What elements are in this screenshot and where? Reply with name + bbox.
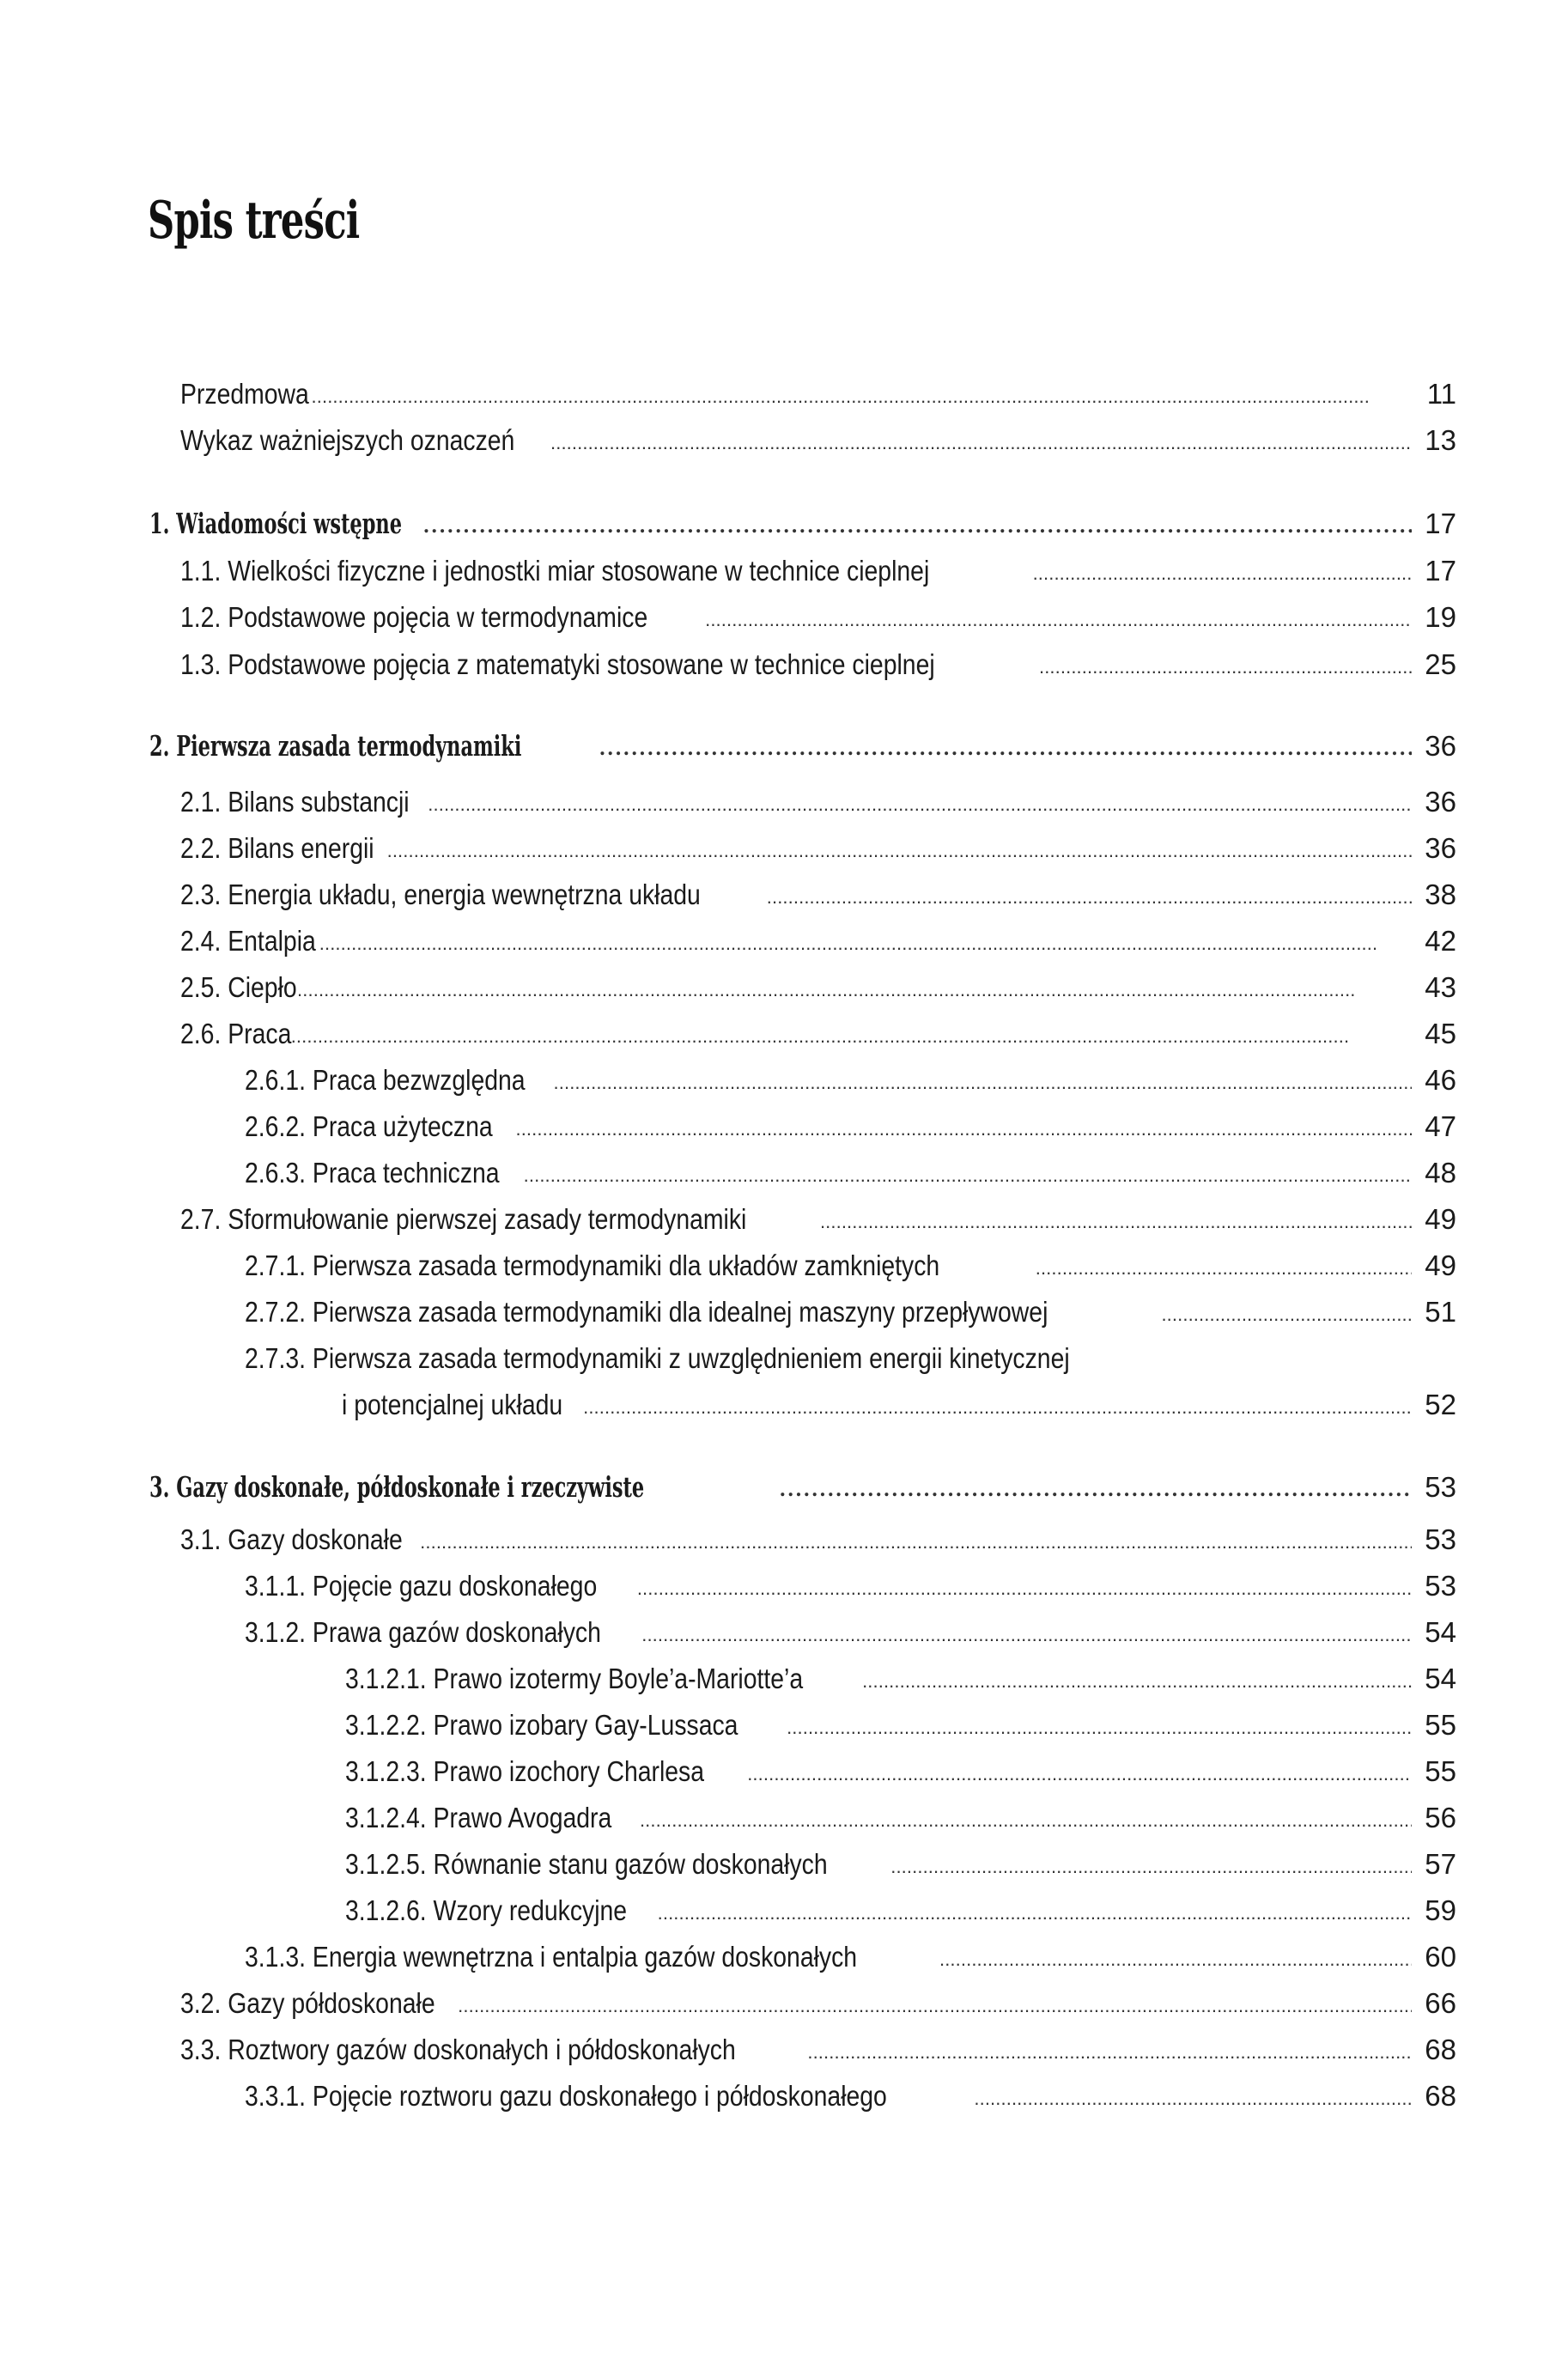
- toc-entry[interactable]: [245, 1110, 1456, 1148]
- toc-entry[interactable]: [180, 648, 1456, 686]
- toc-chapter-heading[interactable]: [149, 1470, 1456, 1508]
- toc-entry-label: 1. Wiadomości wstępne: [149, 507, 402, 540]
- toc-entry[interactable]: [245, 1941, 1456, 1979]
- dot-leader: [550, 432, 1412, 454]
- dot-leader: [312, 386, 1412, 408]
- toc-entry[interactable]: [180, 601, 1456, 639]
- toc-entry[interactable]: [180, 925, 1456, 963]
- toc-page-number: 68: [1425, 2034, 1456, 2065]
- toc-entry-label: 3.2. Gazy półdoskonałe: [180, 1987, 435, 2019]
- toc-page-number: 13: [1425, 424, 1456, 456]
- toc-entry[interactable]: [245, 1296, 1456, 1334]
- dot-leader: [1039, 656, 1412, 678]
- dot-leader: [780, 1479, 1412, 1501]
- toc-entry-label: 2.4. Entalpia: [180, 925, 316, 957]
- toc-page-number: 49: [1425, 1203, 1456, 1235]
- dot-leader: [420, 1531, 1412, 1553]
- toc-entry[interactable]: [180, 1203, 1456, 1241]
- toc-entry[interactable]: [345, 1709, 1456, 1747]
- toc-entry[interactable]: [245, 1157, 1456, 1195]
- dot-leader: [319, 933, 1412, 955]
- toc-entry-label: 2.7.1. Pierwsza zasada termodynamiki dla układów zamkniętych: [245, 1249, 940, 1281]
- toc-entry-label: 2. Pierwsza zasada termodynamiki: [149, 729, 522, 763]
- toc-page-number: 36: [1425, 832, 1456, 864]
- toc-page-number: 42: [1425, 925, 1456, 957]
- toc-page-number: 36: [1425, 786, 1456, 818]
- toc-entry[interactable]: [180, 1987, 1456, 2025]
- dot-leader: [428, 793, 1412, 816]
- dot-leader: [458, 1995, 1412, 2017]
- toc-entry-label: 2.3. Energia układu, energia wewnętrzna układu: [180, 879, 701, 910]
- toc-page-number: 36: [1425, 730, 1456, 762]
- toc-entry-continuation[interactable]: [342, 1389, 1456, 1426]
- dot-leader: [554, 1072, 1412, 1094]
- toc-entry-label: 3.1.2.4. Prawo Avogadra: [345, 1802, 612, 1833]
- dot-leader: [291, 1025, 1412, 1048]
- toc-page-number: 49: [1425, 1249, 1456, 1281]
- toc-entry-first-line[interactable]: [245, 1342, 1204, 1380]
- toc-page-number: 55: [1425, 1709, 1456, 1741]
- dot-leader: [787, 1717, 1412, 1739]
- dot-leader: [515, 1118, 1412, 1140]
- toc-entry-label: 3.1.2.1. Prawo izotermy Boyle’a-Mariotte’a: [345, 1663, 804, 1694]
- dot-leader: [640, 1809, 1412, 1832]
- toc-entry-label: 1.3. Podstawowe pojęcia z matematyki stosowane w technice cieplnej: [180, 648, 935, 680]
- toc-entry-label: 2.2. Bilans energii: [180, 832, 374, 864]
- dot-leader: [807, 2041, 1412, 2064]
- page-title: Spis treści: [148, 191, 360, 251]
- dot-leader: [423, 515, 1412, 538]
- toc-entry-label: 2.7.3. Pierwsza zasada termodynamiki z uwzględnieniem energii kinetycznej: [245, 1342, 1070, 1374]
- toc-page-number: 11: [1426, 378, 1456, 410]
- dot-leader: [890, 1856, 1412, 1878]
- toc-entry-label: 2.6. Praca: [180, 1018, 292, 1049]
- toc-entry-label: 3.1.2.3. Prawo izochory Charlesa: [345, 1755, 705, 1787]
- toc-page-number: 52: [1425, 1389, 1456, 1420]
- toc-page-number: 56: [1425, 1802, 1456, 1833]
- toc-entry-label: Przedmowa: [180, 378, 309, 410]
- toc-entry[interactable]: [180, 555, 1456, 593]
- toc-page-number: 45: [1425, 1018, 1456, 1049]
- toc-entry-label: 2.7.2. Pierwsza zasada termodynamiki dla idealnej maszyny przepływowej: [245, 1296, 1048, 1328]
- dot-leader: [599, 738, 1412, 760]
- toc-entry-label: 2.7. Sformułowanie pierwszej zasady termodynamiki: [180, 1203, 747, 1235]
- toc-entry[interactable]: [245, 1616, 1456, 1654]
- toc-entry[interactable]: [345, 1755, 1456, 1793]
- dot-leader: [658, 1902, 1412, 1924]
- toc-entry-label: 3.3. Roztwory gazów doskonałych i półdoskonałych: [180, 2034, 736, 2065]
- toc-entry-label: 3.3.1. Pojęcie roztworu gazu doskonałego i półdoskonałego: [245, 2080, 887, 2112]
- toc-entry[interactable]: [180, 1523, 1456, 1561]
- toc-entry[interactable]: [345, 1802, 1456, 1839]
- dot-leader: [820, 1211, 1412, 1233]
- dot-leader: [974, 2088, 1412, 2110]
- toc-entry-notation[interactable]: [180, 424, 1456, 462]
- toc-chapter-heading[interactable]: [149, 729, 1456, 767]
- toc-page-number: 48: [1425, 1157, 1456, 1189]
- toc-page-number: 53: [1425, 1570, 1456, 1602]
- toc-entry-label: i potencjalnej układu: [342, 1389, 563, 1420]
- dot-leader: [641, 1624, 1412, 1646]
- toc-entry-label: 3. Gazy doskonałe, półdoskonałe i rzeczywiste: [149, 1470, 645, 1504]
- toc-entry-label: 2.6.1. Praca bezwzględna: [245, 1064, 526, 1096]
- toc-entry-label: 2.1. Bilans substancji: [180, 786, 410, 818]
- toc-page-number: 38: [1425, 879, 1456, 910]
- toc-page-number: 55: [1425, 1755, 1456, 1787]
- toc-entry-preface[interactable]: [180, 378, 1456, 416]
- dot-leader: [387, 840, 1412, 862]
- toc-page-number: 54: [1425, 1663, 1456, 1694]
- toc-page-number: 25: [1425, 648, 1456, 680]
- toc-page-number: 60: [1425, 1941, 1456, 1973]
- toc-entry[interactable]: [180, 971, 1456, 1009]
- toc-entry[interactable]: [345, 1894, 1456, 1932]
- toc-entry[interactable]: [245, 2080, 1456, 2118]
- dot-leader: [1036, 1257, 1412, 1280]
- dot-leader: [747, 1763, 1412, 1785]
- toc-entry[interactable]: [345, 1663, 1456, 1700]
- toc-entry-label: 2.6.3. Praca techniczna: [245, 1157, 500, 1189]
- toc-entry[interactable]: [245, 1570, 1456, 1608]
- dot-leader: [767, 886, 1412, 909]
- toc-page-number: 43: [1425, 971, 1456, 1003]
- toc-entry-label: 1.1. Wielkości fizyczne i jednostki miar stosowane w technice cieplnej: [180, 555, 930, 587]
- toc-page-number: 54: [1425, 1616, 1456, 1648]
- toc-entry[interactable]: [180, 1018, 1456, 1055]
- toc-entry[interactable]: [180, 832, 1456, 870]
- toc-entry-label: 1.2. Podstawowe pojęcia w termodynamice: [180, 601, 648, 633]
- dot-leader: [705, 609, 1412, 631]
- toc-page-number: 19: [1425, 601, 1456, 633]
- dot-leader: [524, 1164, 1412, 1187]
- toc-entry[interactable]: [180, 2034, 1456, 2071]
- toc-page-number: 17: [1425, 508, 1456, 539]
- toc-entry-label: 3.1.2.6. Wzory redukcyjne: [345, 1894, 628, 1926]
- toc-page-number: 53: [1425, 1471, 1456, 1503]
- toc-page-number: 17: [1425, 555, 1456, 587]
- toc-page-number: 59: [1425, 1894, 1456, 1926]
- dot-leader: [939, 1949, 1412, 1971]
- dot-leader: [637, 1578, 1412, 1600]
- toc-page-number: 46: [1425, 1064, 1456, 1096]
- dot-leader: [1161, 1304, 1412, 1326]
- toc-page-number: 68: [1425, 2080, 1456, 2112]
- toc-entry-label: 2.6.2. Praca użyteczna: [245, 1110, 493, 1142]
- toc-entry-label: 3.1. Gazy doskonałe: [180, 1523, 403, 1555]
- toc-chapter-heading[interactable]: [149, 507, 1456, 544]
- toc-entry[interactable]: [245, 1249, 1456, 1287]
- toc-page-number: 53: [1425, 1523, 1456, 1555]
- toc-entry-label: 3.1.2.5. Równanie stanu gazów doskonałych: [345, 1848, 828, 1880]
- toc-entry-label: Wykaz ważniejszych oznaczeń: [180, 424, 515, 456]
- toc-entry-label: 2.5. Ciepło: [180, 971, 297, 1003]
- toc-page-number: 51: [1425, 1296, 1456, 1328]
- dot-leader: [862, 1670, 1412, 1693]
- toc-page-number: 47: [1425, 1110, 1456, 1142]
- toc-entry-label: 3.1.2.2. Prawo izobary Gay-Lussaca: [345, 1709, 738, 1741]
- dot-leader: [583, 1396, 1412, 1419]
- toc-page-number: 66: [1425, 1987, 1456, 2019]
- toc-entry[interactable]: [345, 1848, 1456, 1886]
- toc-entry-label: 3.1.3. Energia wewnętrzna i entalpia gazów doskonałych: [245, 1941, 858, 1973]
- dot-leader: [1033, 562, 1412, 585]
- toc-entry[interactable]: [245, 1064, 1456, 1102]
- toc-entry-label: 3.1.2. Prawa gazów doskonałych: [245, 1616, 601, 1648]
- toc-page-number: 57: [1425, 1848, 1456, 1880]
- toc-entry[interactable]: [180, 786, 1456, 824]
- dot-leader: [297, 979, 1412, 1001]
- toc-entry-label: 3.1.1. Pojęcie gazu doskonałego: [245, 1570, 598, 1602]
- toc-entry[interactable]: [180, 879, 1456, 916]
